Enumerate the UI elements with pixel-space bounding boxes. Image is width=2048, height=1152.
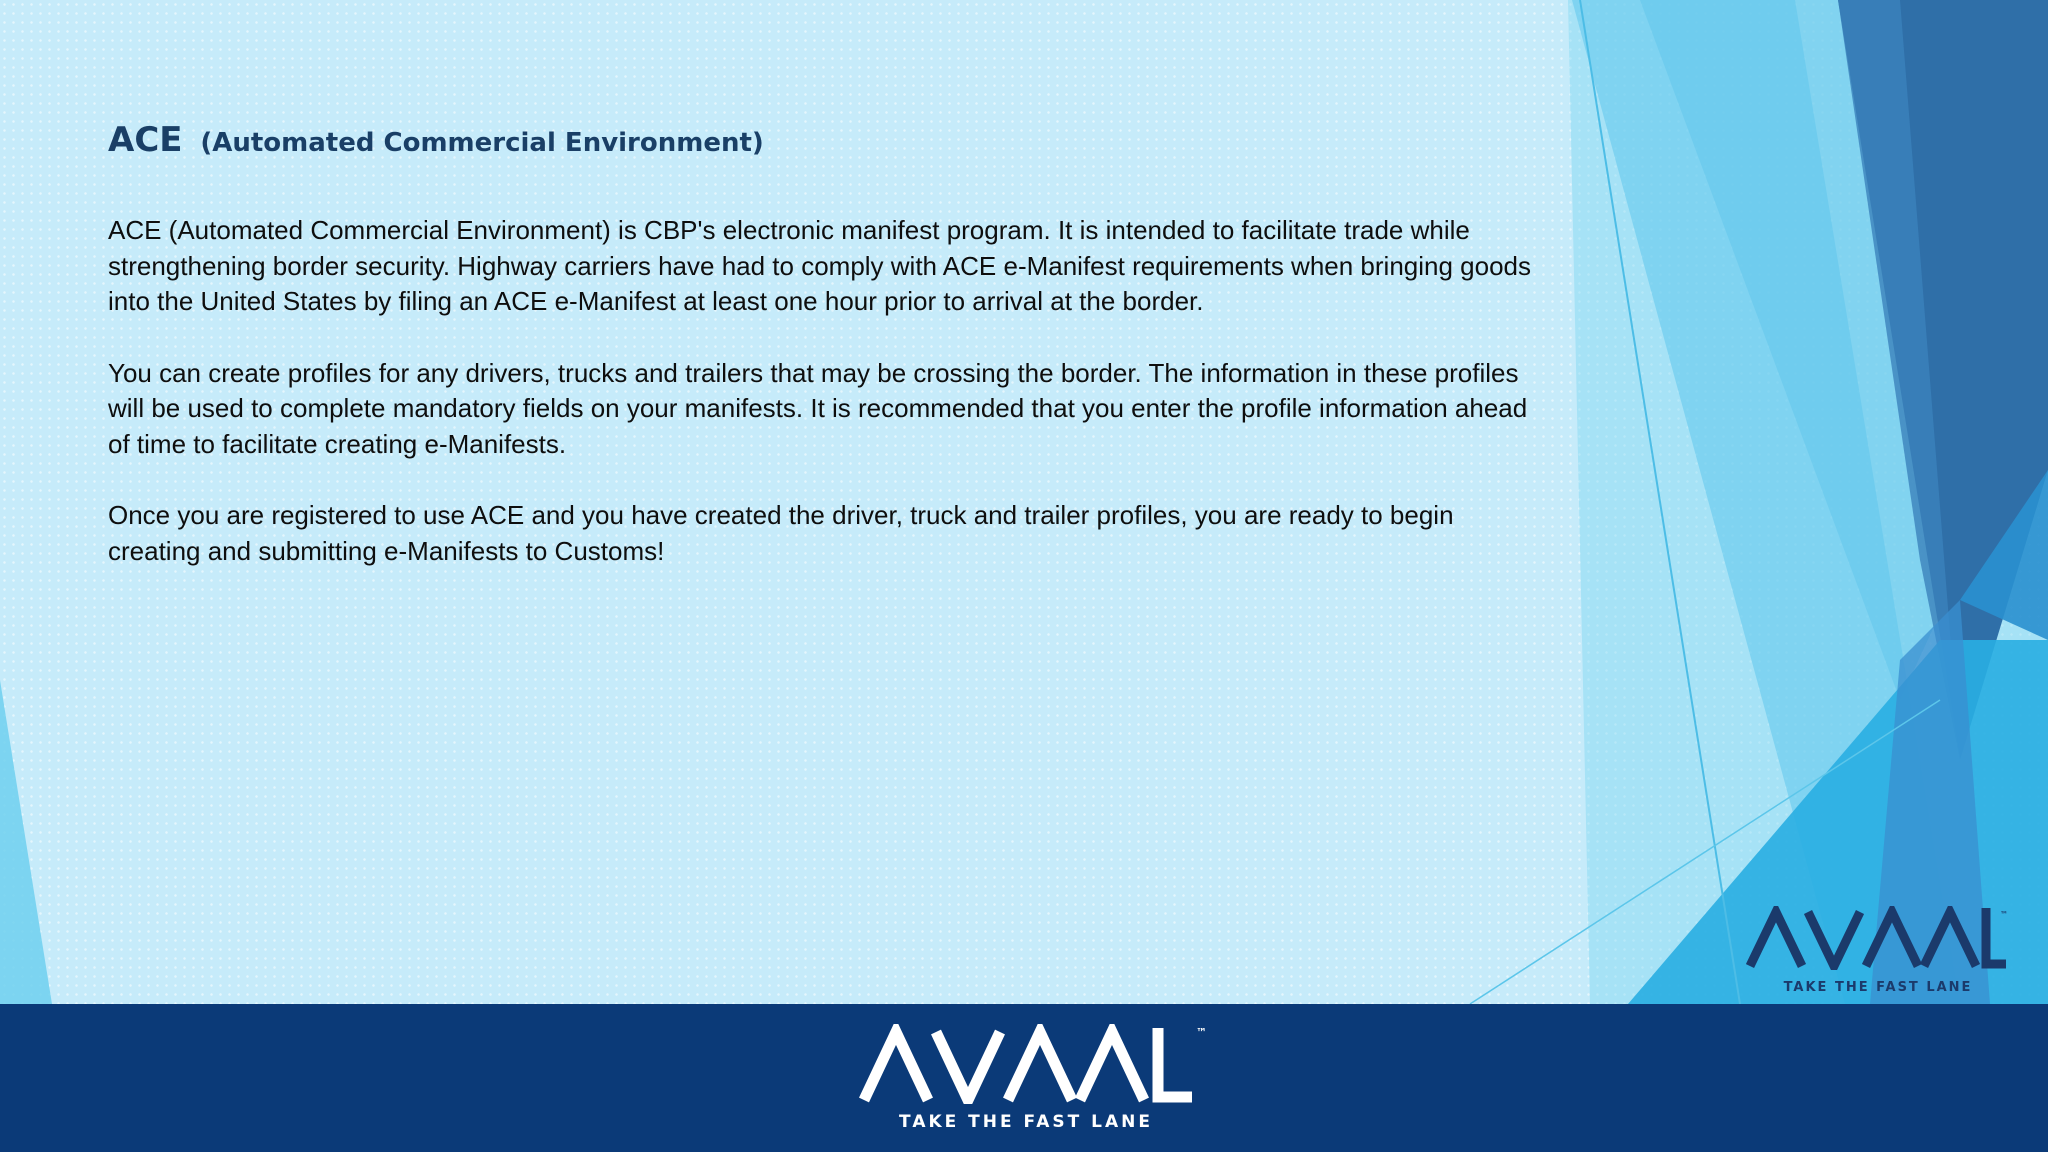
footer-logo-wordmark [858, 1024, 1198, 1104]
title-subtitle: (Automated Commercial Environment) [200, 128, 764, 158]
paragraph-ready: Once you are registered to use ACE and you have created the driver, truck and trailer profiles, you are ready to begin creating and submitting e-Manifests to Customs! [108, 500, 1454, 566]
slide-content [108, 112, 1548, 605]
footer-logo [858, 1024, 1218, 1134]
corner-logo-wordmark [1746, 906, 2008, 970]
corner-logo [1746, 906, 2016, 1002]
paragraph-ace-intro: ACE (Automated Commercial Environment) is CBP's electronic manifest program. It is intended to facilitate trade while strengthening border security. Highway carriers have had to comply with ACE e-Manifest requirements when bringing goods into the United States by filing an ACE e-Manifest at least one hour prior to arrival at the border. [108, 215, 1532, 316]
footer-tagline: TAKE THE FAST LANE [899, 1112, 1153, 1132]
paragraph-profiles: You can create profiles for any drivers, trucks and trailers that may be crossing the border. The information in these profiles will be used to complete mandatory fields on your manifests. It is recommended that you enter the profile information ahead of time to facilitate creating e-Manifests. [108, 357, 1528, 459]
corner-tagline: TAKE THE FAST LANE [1783, 980, 1973, 995]
footer-trademark: ™ [1196, 1026, 1207, 1039]
title-main: ACE [108, 120, 183, 160]
slide-title [108, 112, 1548, 171]
corner-trademark: ™ [2000, 910, 2008, 919]
